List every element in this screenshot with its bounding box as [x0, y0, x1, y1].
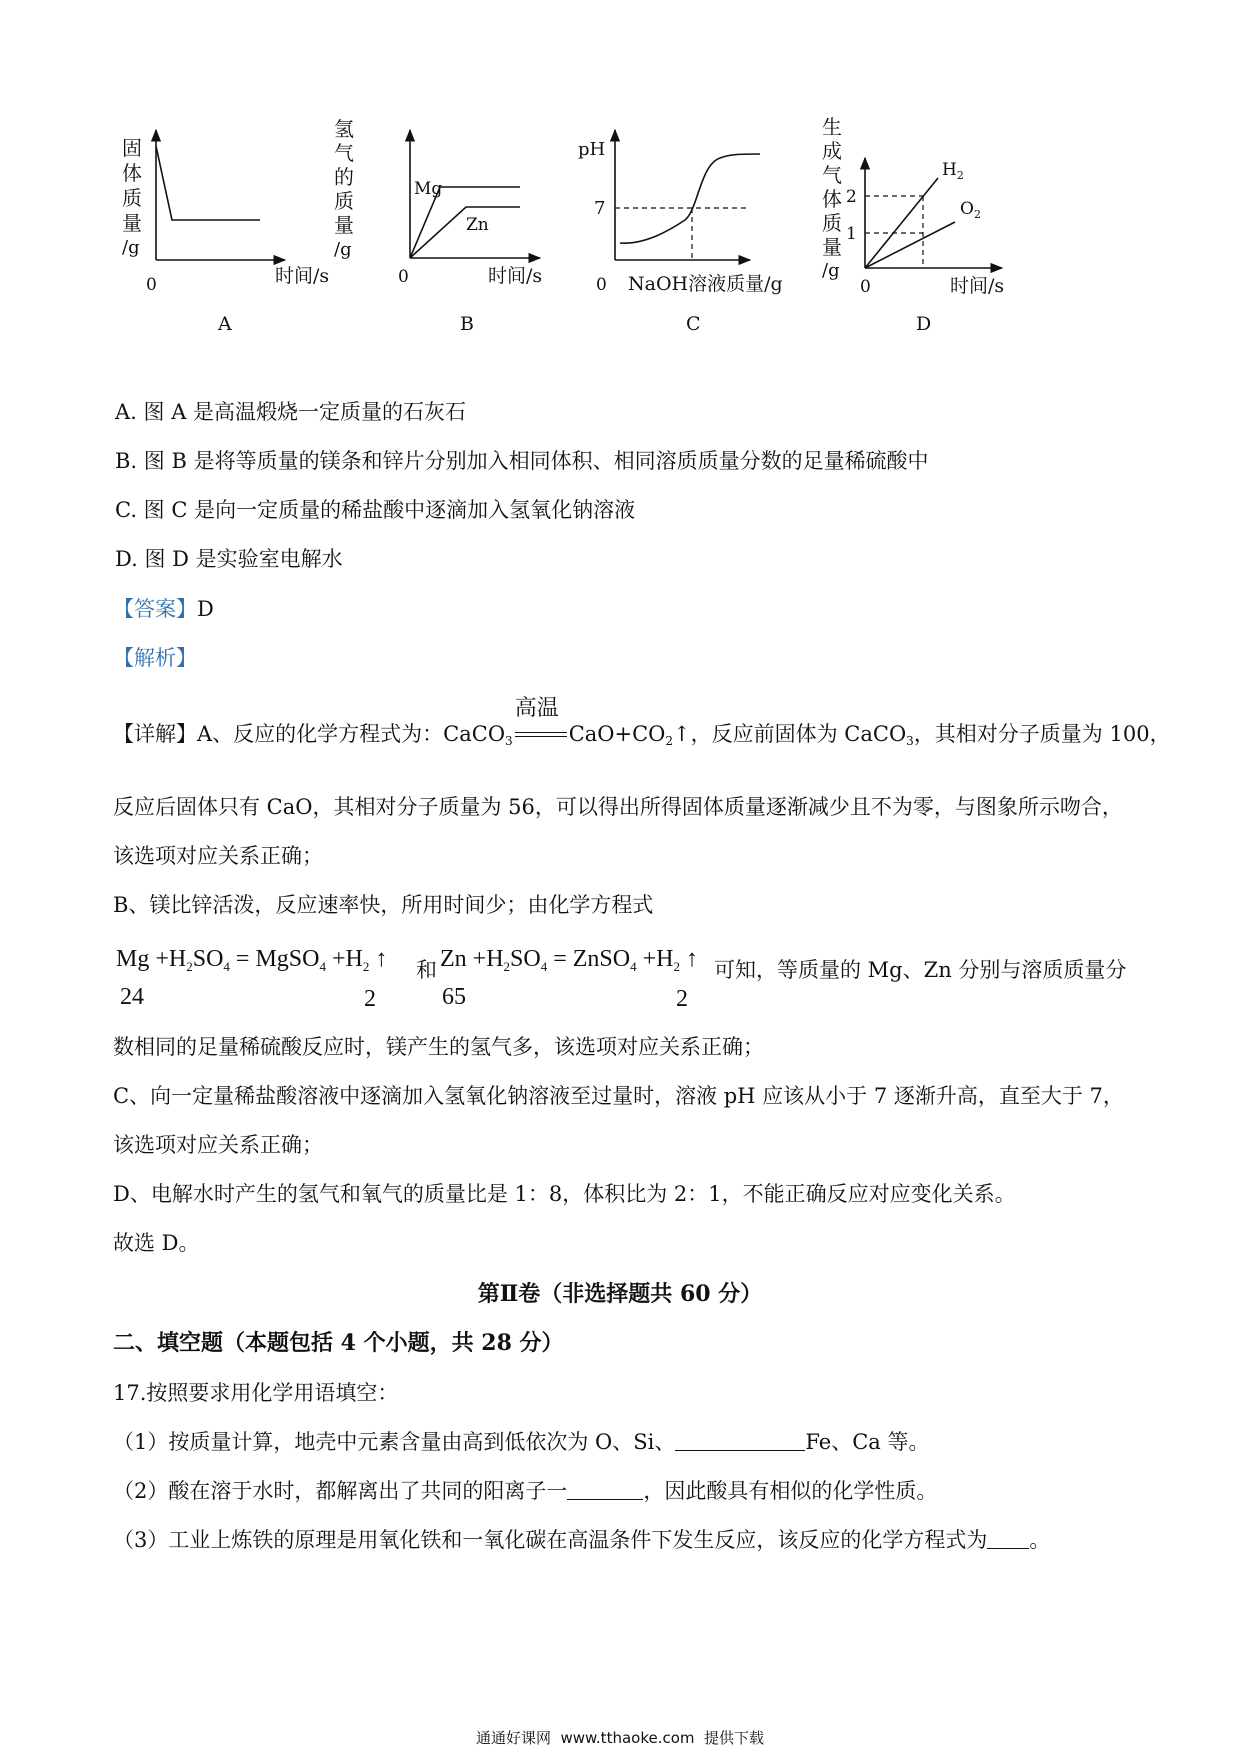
chart-d-o2-label: $O_2$	[960, 199, 981, 221]
chart-c	[570, 110, 810, 350]
detail-line-7: C、向一定量稀盐酸溶液中逐滴加入氢氧化钠溶液至过量时，溶液 pH 应该从小于 7 逐渐升高，直至大于 7，	[113, 1084, 1124, 1108]
option-b: B. 图 B 是将等质量的镁条和锌片分别加入相同体积、相同溶质质量分数的足量稀硫酸中	[115, 449, 929, 473]
chart-b-ylabel-0: 氢	[334, 117, 354, 141]
chart-a-xlabel: 时间/s	[275, 265, 330, 287]
equation-zn-h2-mass: 2	[676, 986, 688, 1012]
option-a: A. 图 A 是高温煅烧一定质量的石灰石	[115, 400, 467, 424]
chart-b-caption: B	[460, 313, 474, 335]
chart-d-ylabel-1: 成	[822, 139, 842, 163]
chart-d-xlabel: 时间/s	[950, 275, 1005, 297]
chart-b-ylabel-5: /g	[334, 239, 352, 260]
q17-blank-3[interactable]	[987, 1530, 1029, 1549]
chart-b-ylabel-2: 的	[334, 165, 354, 189]
chart-d-h2-label: $H_2$	[942, 160, 964, 182]
chart-b-origin: 0	[398, 267, 409, 287]
chart-a-caption: A	[218, 313, 232, 335]
page-footer: 通通好课网 www.tthaoke.com 提供下载	[475, 1729, 765, 1747]
chart-d-h2-line	[865, 178, 938, 268]
reaction-condition: 高温	[513, 726, 569, 746]
part-2-title: 二、填空题（本题包括 4 个小题，共 28 分）	[113, 1330, 564, 1356]
equation-zn: $Zn +H_2SO_4$ = ZnSO$_4$ $+H_2$ ↑	[440, 946, 698, 974]
chart-b	[334, 110, 570, 350]
chart-c-ylabel: pH	[578, 139, 606, 160]
detail-label: 【详解】	[113, 722, 197, 746]
chart-b-ylabel-3: 质	[334, 189, 354, 213]
equation-mg-h2-mass: 2	[364, 986, 376, 1012]
detail-line-3: 该选项对应关系正确；	[113, 844, 323, 868]
chart-d-tick-1: 1	[846, 224, 857, 244]
option-c: C. 图 C 是向一定质量的稀盐酸中逐滴加入氢氧化钠溶液	[115, 498, 636, 522]
detail-line-1: 【详解】A、反应的化学方程式为：CaCO$_3$ 高温 $CaO+CO_2↑$，反应前固体为 CaCO$_3$，其相对分子质量为 100，	[113, 695, 1171, 748]
detail-line-9: D、电解水时产生的氢气和氧气的质量比是 1：8，体积比为 2：1，不能正确反应对应变化关系。	[113, 1182, 1016, 1206]
chart-d-ylabel-0: 生	[822, 115, 842, 139]
chart-a-ylabel-3: 量	[122, 211, 142, 235]
detail-line-2: 反应后固体只有 CaO，其相对分子质量为 56，可以得出所得固体质量逐渐减少且不为零，与图象所示吻合，	[113, 795, 1123, 819]
chart-d-o2-line	[865, 222, 955, 268]
chart-c-tick-7: 7	[594, 198, 606, 219]
equation-mg: $Mg +H_2SO_4$ = MgSO$_4$ $+H_2$ ↑	[116, 946, 388, 974]
chart-a-origin: 0	[146, 275, 157, 295]
chart-d-origin: 0	[860, 277, 871, 297]
q17-blank-1[interactable]	[675, 1432, 805, 1451]
q17-sub-1: （1）按质量计算，地壳中元素含量由高到低依次为 O、Si、 Fe、Ca 等。	[113, 1430, 930, 1454]
analysis-label: 【解析】	[113, 646, 197, 670]
detail-line-8: 该选项对应关系正确；	[113, 1133, 323, 1157]
chart-d-caption: D	[916, 313, 932, 335]
chart-a-ylabel-4: /g	[122, 237, 140, 258]
chart-c-xlabel: NaOH溶液质量/g	[628, 273, 783, 295]
detail-line-4: B、镁比锌活泼，反应速率快，所用时间少；由化学方程式	[113, 893, 654, 917]
chart-d-ylabel-6: /g	[822, 260, 840, 281]
chart-b-zn-curve	[410, 207, 520, 258]
chart-c-caption: C	[686, 313, 701, 335]
q17-stem: 17.按照要求用化学用语填空：	[113, 1381, 399, 1405]
chart-a-ylabel-0: 固	[122, 136, 142, 160]
chart-d-ylabel-4: 质	[822, 211, 842, 235]
chart-b-zn-label: Zn	[466, 215, 489, 235]
chart-c-curve	[620, 154, 760, 243]
chart-d-ylabel-5: 量	[822, 235, 842, 259]
chart-a-curve	[156, 146, 260, 220]
option-d: D. 图 D 是实验室电解水	[115, 547, 343, 571]
equation-tail: 可知，等质量的 Mg、Zn 分别与溶质质量分	[714, 958, 1127, 982]
answer-value: D	[197, 597, 214, 621]
chart-a-ylabel-2: 质	[122, 186, 142, 210]
equation-and: 和	[416, 958, 437, 982]
chart-d-ylabel-3: 体	[822, 187, 842, 211]
equation-mg-mass: 24	[120, 984, 144, 1010]
chart-d-tick-2: 2	[846, 187, 857, 207]
detail-line-10: 故选 D。	[113, 1231, 200, 1255]
chart-a	[110, 110, 330, 350]
answer-label: 【答案】	[113, 597, 197, 621]
chart-c-origin: 0	[596, 275, 607, 295]
equation-zn-mass: 65	[442, 984, 466, 1010]
chart-b-mg-label: Mg	[414, 179, 443, 199]
answer-line	[113, 599, 214, 620]
chart-a-ylabel-1: 体	[122, 161, 142, 185]
q17-sub-3: （3）工业上炼铁的原理是用氧化铁和一氧化碳在高温条件下发生反应，该反应的化学方程式为 。	[113, 1528, 1051, 1552]
section-2-title: 第Ⅱ卷（非选择题共 60 分）	[477, 1281, 763, 1307]
chart-b-xlabel: 时间/s	[488, 265, 543, 287]
q17-blank-2[interactable]	[567, 1481, 643, 1500]
chart-b-ylabel-1: 气	[334, 141, 354, 165]
chart-d-ylabel-2: 气	[822, 163, 842, 187]
chart-b-ylabel-4: 量	[334, 213, 354, 237]
detail-line-6: 数相同的足量稀硫酸反应时，镁产生的氢气多，该选项对应关系正确；	[113, 1035, 764, 1059]
q17-sub-2: （2）酸在溶于水时，都解离出了共同的阳离子一 ，因此酸具有相似的化学性质。	[113, 1479, 938, 1503]
chart-d	[820, 110, 1020, 350]
